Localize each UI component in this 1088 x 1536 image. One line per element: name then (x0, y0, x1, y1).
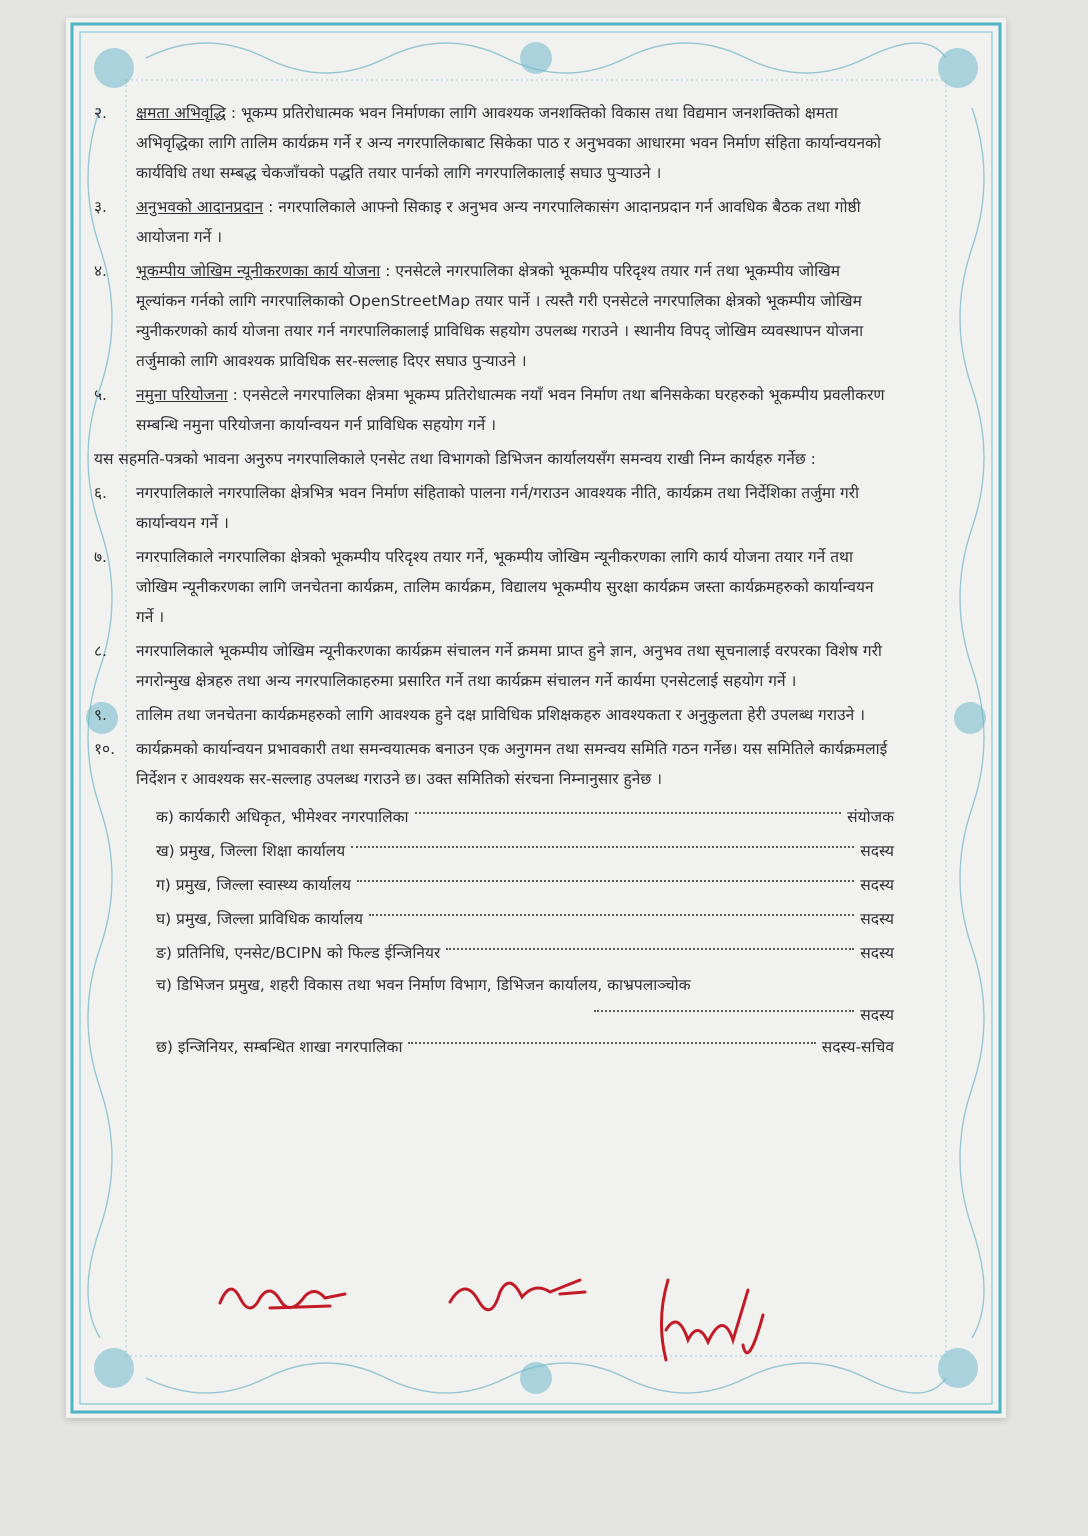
list-item: ५. नमुना परियोजना : एनसेटले नगरपालिका क्षेत्रमा भूकम्प प्रतिरोधात्मक नयाँ भवन निर्माण तथा बनिसकेका घरहरुको भूकम्पीय प्रवलीकरण सम्बन्धि नमुना परियोजना कार्यान्वयन गर्न प्राविधिक सहयोग गर्ने । (94, 386, 885, 434)
dotted-leader (594, 1010, 854, 1012)
list-item: १०. कार्यक्रमको कार्यान्वयन प्रभावकारी तथा समन्वयात्मक बनाउन एक अनुगमन तथा समन्वय समिति गठन गर्नेछ। यस समितिले कार्यक्रमलाई निर्देशन र आवश्यक सर-सल्लाह उपलब्ध गराउने छ। उक्त समितिको संरचना निम्नानुसार हुनेछ । (94, 740, 888, 788)
list-item: २. क्षमता अभिवृद्धि : भूकम्प प्रतिरोधात्मक भवन निर्माणका लागि आवश्यक जनशक्तिको विकास तथा विद्यमान जनशक्तिको क्षमता अभिवृद्धिका लागि तालिम कार्यक्रम गर्ने र अन्य नगरपालिकाबाट सिकेका पाठ र अनुभवका आधारमा भवन निर्माण संहिता कार्यान्वयनको कार्यविधि तथा सम्बद्ध चेकजाँचको पद्धति तयार पार्नको लागि नगरपालिकालाई सघाउ पुर्‍याउने । (94, 104, 882, 182)
committee-members (94, 800, 894, 1064)
member-row: ग) प्रमुख, जिल्ला स्वास्थ्य कार्यालय सदस्य (156, 876, 894, 894)
dotted-leader (446, 948, 854, 950)
member-row: घ) प्रमुख, जिल्ला प्राविधिक कार्यालय सदस्य (156, 910, 894, 928)
intro-paragraph: यस सहमति-पत्रको भावना अनुरुप नगरपालिकाले एनसेट तथा विभागको डिभिजन कार्यालयसँग समन्वय राखी निम्न कार्यहरु गर्नेछ : (94, 450, 816, 468)
dotted-leader (357, 880, 854, 882)
member-row: ख) प्रमुख, जिल्ला शिक्षा कार्यालय सदस्य (156, 842, 894, 860)
member-row: क) कार्यकारी अधिकृत, भीमेश्वर नगरपालिका संयोजक (156, 808, 894, 826)
signature-3 (648, 1270, 778, 1380)
dotted-leader (351, 846, 854, 848)
list-item: ६. नगरपालिकाले नगरपालिका क्षेत्रभित्र भवन निर्माण संहिताको पालना गर्न/गराउन आवश्यक नीति, कार्यक्रम तथा निर्देशिका तर्जुमा गरी कार्यान्वयन गर्ने । (94, 484, 860, 532)
list-item: ८. नगरपालिकाले भूकम्पीय जोखिम न्यूनीकरणका कार्यक्रम संचालन गर्ने क्रममा प्राप्त हुने ज्ञान, अनुभव तथा सूचनालाई वरपरका विशेष गरी नगरोन्मुख क्षेत्रहरु तथा अन्य नगरपालिकाहरुमा प्रसारित गर्ने तथा कार्यक्रम संचालन गर्ने कार्यमा एनसेटलाई सहयोग गर्ने । (94, 642, 882, 690)
list-item: ७. नगरपालिकाले नगरपालिका क्षेत्रको भूकम्पीय परिदृश्य तयार गर्ने, भूकम्पीय जोखिम न्यूनीकरणका लागि कार्य योजना तयार गर्ने तथा जोखिम न्यूनीकरणका लागि जनचेतना कार्यक्रम, तालिम कार्यक्रम, विद्यालय भूकम्पीय सुरक्षा कार्यक्रम जस्ता कार्यक्रमहरुको कार्यान्वयन गर्ने । (94, 548, 874, 626)
member-row: ङ) प्रतिनिधि, एनसेट/BCIPN को फिल्ड ईन्जिनियर सदस्य (156, 944, 894, 962)
list-item: ४. भूकम्पीय जोखिम न्यूनीकरणका कार्य योजना : एनसेटले नगरपालिका क्षेत्रको भूकम्पीय परिदृश्य तयार गर्न तथा भूकम्पीय जोखिम मूल्यांकन गर्नको लागि नगरपालिकाको OpenStreetMap तयार पार्ने । त्यस्तै गरी एनसेटले नगरपालिका क्षेत्रको भूकम्पीय जोखिम न्युनीकरणको कार्य योजना तयार गर्न नगरपालिकालाई प्राविधिक सहयोग उपलब्ध गराउने । स्थानीय विपद् जोखिम व्यवस्थापन योजना तर्जुमाको लागि आवश्यक प्राविधिक सर-सल्लाह दिएर सघाउ पुर्‍याउने । (94, 262, 864, 370)
document-body (94, 98, 894, 1064)
dotted-leader (369, 914, 854, 916)
dotted-leader (408, 1042, 815, 1044)
dotted-leader (415, 812, 842, 814)
member-row: च) डिभिजन प्रमुख, शहरी विकास तथा भवन निर्माण विभाग, डिभिजन कार्यालय, काभ्रपलाञ्चोक सदस्य (156, 976, 894, 1024)
signature-1 (210, 1268, 360, 1328)
list-item: ३. अनुभवको आदानप्रदान : नगरपालिकाले आफ्नो सिकाइ र अनुभव अन्य नगरपालिकासंग आदानप्रदान गर्न आवधिक बैठक तथा गोष्ठी आयोजना गर्ने । (94, 198, 861, 246)
list-item: ९. तालिम तथा जनचेतना कार्यक्रमहरुको लागि आवश्यक हुने दक्ष प्राविधिक प्रशिक्षकहरु आवश्यकता र अनुकुलता हेरी उपलब्ध गराउने । (94, 706, 865, 724)
member-row: छ) इन्जिनियर, सम्बन्धित शाखा नगरपालिका सदस्य-सचिव (156, 1038, 894, 1056)
signature-2 (440, 1262, 600, 1322)
